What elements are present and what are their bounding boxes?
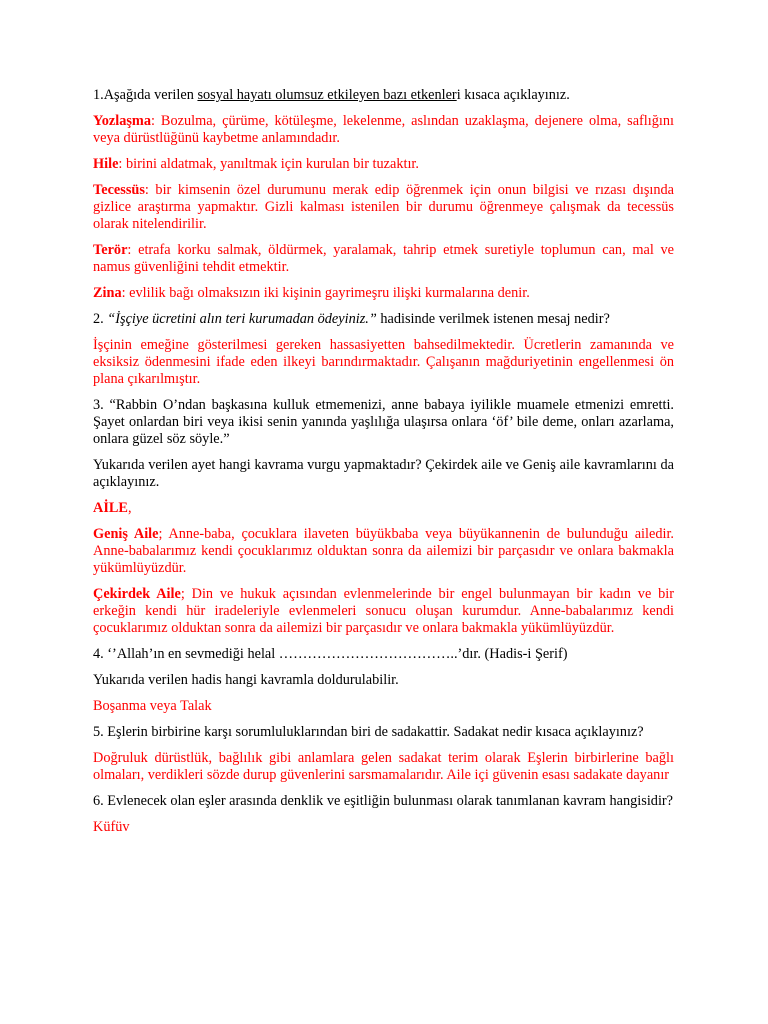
term-definition: : bir kimsenin özel durumunu merak edip öğrenmek için onun bilgisi ve rızası dışında gizlice araştırma yapmaktır. Gizli kalması istenilen bir durumu öğrenmeye çalışmak da tecessüs olarak nitelendirilir. <box>93 182 674 232</box>
question-3: Yukarıda verilen ayet hangi kavrama vurgu yapmaktadır? Çekirdek aile ve Geniş aile kavramlarını da açıklayınız. <box>93 457 674 490</box>
answer-genis-aile <box>93 526 674 577</box>
answer-hile <box>93 156 674 173</box>
answer-yozlasma <box>93 113 674 147</box>
question-number: 1. <box>93 87 104 103</box>
term-label: Terör <box>93 242 128 258</box>
underlined-phrase: sosyal hayatı olumsuz etkileyen bazı etkenler <box>197 87 457 103</box>
answer-3 <box>93 500 674 517</box>
answer-term: AİLE <box>93 500 128 516</box>
question-2 <box>93 311 674 328</box>
term-definition: ; Din ve hukuk açısından evlenmelerinde bir engel bulunmayan bir kadın ve bir erkeğin kendi hür iradeleriyle evlenmeleri sonucu oluşan kurumdur. Anne-babalarımız kendi çocuklarımız olduktan sonra da ailemizi bir parçasıdır ve onlara bakmakla yükümlüyüzdür. <box>93 586 674 636</box>
term-label: Yozlaşma <box>93 113 151 129</box>
question-text: hadisinde verilmek istenen mesaj nedir? <box>376 311 610 327</box>
hadith-quote: “İşçiye ücretini alın teri kurumadan ödeyiniz.” <box>107 311 377 327</box>
term-label: Zina <box>93 285 122 301</box>
question-4-hadith: 4. ‘’Allah’ın en sevmediği helal ………………………………..’dır. (Hadis-i Şerif) <box>93 646 568 662</box>
term-label: Tecessüs <box>93 182 145 198</box>
answer-zina <box>93 285 674 302</box>
question-5: 5. Eşlerin birbirine karşı sorumluluklarından biri de sadakattir. Sadakat nedir kısaca açıklayınız? <box>93 724 644 740</box>
question-3-verse: 3. “Rabbin O’ndan başkasına kulluk etmemenizi, anne babaya iyilikle muamele etmenizi emretti. Şayet onlardan biri veya ikisi senin yanında yaşlılığa ulaşırsa onlara ‘öf’ bile deme, onları azarlama, onlara güzel söz söyle.” <box>93 397 674 447</box>
answer-6: Küfüv <box>93 819 130 835</box>
answer-teror <box>93 242 674 276</box>
document-page <box>93 87 674 845</box>
question-number: 2. <box>93 311 108 327</box>
term-label: Çekirdek Aile <box>93 586 181 602</box>
term-definition: ; Anne-baba, çocuklara ilaveten büyükbaba veya büyükannenin de bulunduğu ailedir. Anne-babalarımız kendi çocuklarımız olduktan sonra da ailemizi bir parçasıdır ve onlara bakmakla yükümlüyüzdür. <box>93 526 674 576</box>
answer-cekirdek-aile <box>93 586 674 637</box>
answer-5: Doğruluk dürüstlük, bağlılık gibi anlamlara gelen sadakat terim olarak Eşlerin birbirlerine bağlı olmaları, verdikleri sözde durup güvenlerini sarsmamalarıdır. Aile içi güvenin esası sadakate dayanır <box>93 750 674 783</box>
answer-4: Boşanma veya Talak <box>93 698 212 714</box>
term-definition: : Bozulma, çürüme, kötüleşme, lekelenme, aslından uzaklaşma, dejenere olma, saflığını veya dürüstlüğünü kaybetme anlamındadır. <box>93 113 674 146</box>
question-text-end: i kısaca açıklayınız. <box>456 87 570 103</box>
answer-punct: , <box>127 500 132 516</box>
answer-2: İşçinin emeğine gösterilmesi gereken hassasiyetten bahsedilmektedir. Ücretlerin zamanında ve eksiksiz ödenmesini ifade eden ilkeyi barındırmaktadır. Çalışanın mağduriyetinin engellenmesi ön plana çıkarılmıştır. <box>93 337 674 387</box>
term-label: Geniş Aile <box>93 526 159 542</box>
term-definition: : etrafa korku salmak, öldürmek, yaralamak, tahrip etmek suretiyle toplumun can, mal ve namus güvenliğini tehdit etmektir. <box>93 242 674 275</box>
term-label: Hile <box>93 156 119 172</box>
term-definition: : birini aldatmak, yanıltmak için kurulan bir tuzaktır. <box>118 156 419 172</box>
question-4: Yukarıda verilen hadis hangi kavramla doldurulabilir. <box>93 672 399 688</box>
answer-tecessus <box>93 182 674 233</box>
question-text: Aşağıda verilen <box>103 87 198 103</box>
question-6: 6. Evlenecek olan eşler arasında denklik ve eşitliğin bulunması olarak tanımlanan kavram hangisidir? <box>93 793 674 809</box>
term-definition: : evlilik bağı olmaksızın iki kişinin gayrimeşru ilişki kurmalarına denir. <box>121 285 530 301</box>
question-1 <box>93 87 674 104</box>
